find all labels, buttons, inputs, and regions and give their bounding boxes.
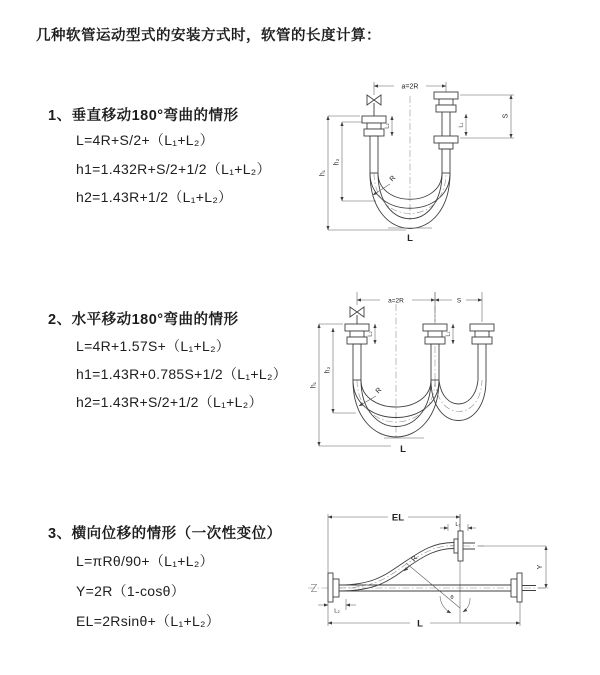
radius-label: R — [374, 386, 384, 396]
braided-hose — [370, 136, 378, 173]
dim-label-s: S — [502, 113, 510, 119]
braided-hose — [442, 149, 450, 173]
diagram-horizontal-180-bend — [306, 280, 544, 458]
dim-label-h1: h₁ — [319, 169, 327, 177]
flange-fitting — [328, 573, 333, 602]
formula-line: Y=2R（1-cosθ） — [76, 583, 186, 599]
page-title: 几种软管运动型式的安装方式时，软管的长度计算： — [36, 28, 381, 44]
dim-label-a2r: a=2R — [388, 297, 404, 305]
section-2-heading: 2、水平移动180°弯曲的情形 — [48, 312, 239, 328]
dim-label-l1: L₁ — [445, 331, 452, 337]
formula-line: h1=1.432R+S/2+1/2（L₁+L₂） — [76, 161, 271, 177]
dim-label-y: Y — [537, 564, 544, 570]
dim-label-s: S — [456, 297, 462, 305]
flange-fitting — [434, 92, 458, 99]
flange-fitting — [362, 116, 386, 123]
radius-label: R — [410, 554, 420, 564]
length-label: L — [407, 233, 413, 244]
formula-line: h2=1.43R+S/2+1/2（L₁+L₂） — [76, 394, 263, 410]
dim-label-a2r: a=2R — [401, 83, 419, 91]
flange-fitting — [454, 539, 458, 553]
centerline — [396, 292, 435, 438]
formula-line: h2=1.43R+1/2（L₁+L₂） — [76, 189, 233, 205]
dim-label-l1: L₁ — [455, 522, 461, 528]
dim-label-l2: L₂ — [384, 123, 391, 129]
radius-label: R — [388, 174, 398, 184]
section-1-heading: 1、垂直移动180°弯曲的情形 — [48, 108, 239, 124]
hose-curve — [339, 543, 454, 586]
length-label: L — [417, 618, 423, 630]
formula-line: L=πRθ/90+（L₁+L₂） — [76, 553, 214, 569]
diagram-vertical-180-bend — [318, 70, 523, 250]
dim-label-h2: h₂ — [333, 158, 341, 166]
diagram-lateral-displacement — [302, 500, 560, 640]
length-label: L — [400, 444, 406, 455]
dim-label-el: EL — [391, 512, 405, 524]
formula-line: L=4R+S/2+（L₁+L₂） — [76, 132, 214, 148]
dim-label-h2: h₂ — [324, 366, 332, 374]
braided-hose — [353, 344, 361, 380]
formula-line: EL=2Rsinθ+（L₁+L₂） — [76, 613, 221, 629]
flange-fitting — [470, 324, 494, 331]
flange-fitting — [423, 324, 447, 331]
dim-label-l1: L₁ — [458, 122, 465, 128]
angle-label-theta: θ — [450, 595, 454, 601]
dim-label-l2: L₂ — [334, 608, 340, 615]
dim-label-h1: h₁ — [310, 381, 318, 389]
formula-line: h1=1.43R+0.785S+1/2（L₁+L₂） — [76, 366, 287, 382]
formula-line: L=4R+1.57S+（L₁+L₂） — [76, 338, 231, 354]
dim-label-l2: L₂ — [367, 331, 374, 337]
flange-fitting — [345, 324, 369, 331]
flange-fitting — [511, 579, 517, 597]
section-3-heading: 3、横向位移的情形（一次性变位） — [48, 526, 282, 542]
